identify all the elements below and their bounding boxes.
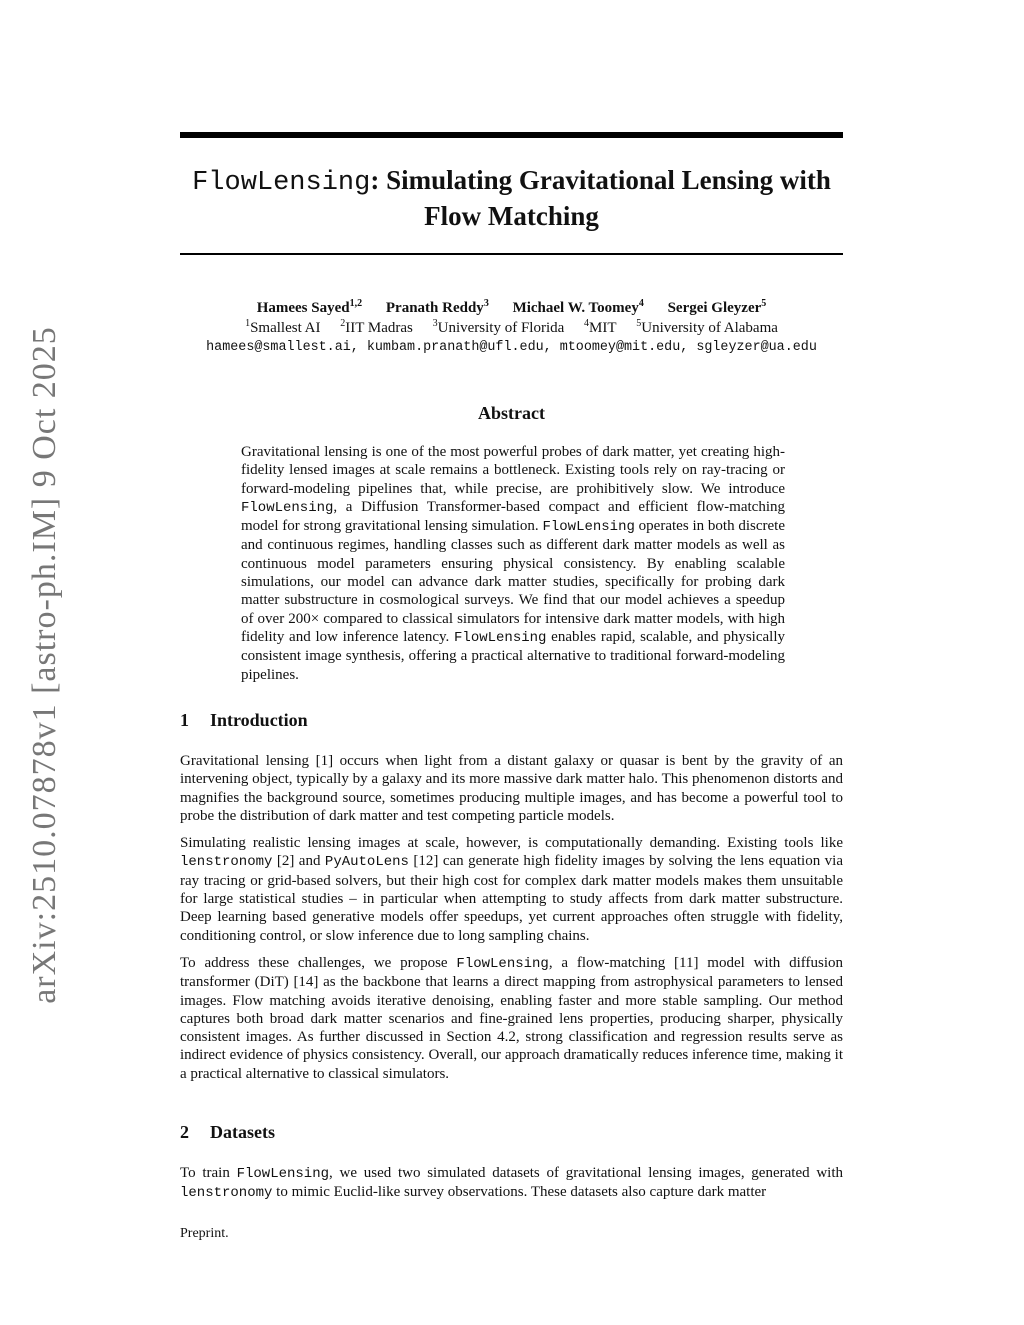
author-block [180,298,843,358]
datasets-body [180,1164,843,1212]
section-heading-introduction: 1 Introduction [180,710,308,730]
title-top-rule [180,132,843,138]
author: Hamees Sayed$^{1,2}$ [256,298,363,316]
paragraph: To train FlowLensing, we used two simulated datasets of gravitational lensing images, generated with lenstronomy to mimic Euclid-like survey observations. These datasets also capture dark matter [180,1165,844,1202]
author-emails: hamees@smallest.ai, kumbam.pranath@ufl.edu, mtoomey@mit.edu, sgleyzer@ua.edu [206,340,817,355]
title-line1: : Simulating Gravitational Lensing with [370,165,831,195]
affiliations [180,318,843,338]
affiliation: $^2$IIT Madras [340,318,413,336]
abstract-text: Gravitational lensing is one of the most powerful probes of dark matter, yet creating high-fidelity lensed images at scale remains a bottleneck. Existing tools rely on ray-tracing or forward-modeling pipelines that, while precise, are prohibitively slow. We introduce FlowLensing, a Diffusion Transformer-based compact and efficient flow-matching model for strong gravitational lensing simulation. FlowLensing operates in both discrete and continuous regimes, handling classes such as different dark matter models as well as continuous model parameters ensuring physical consistency. By enabling scalable simulations, our model can advance dark matter studies, specifically for probing dark matter substructure in cosmological surveys. We find that our model achieves a speedup of over 200× compared to classical simulators for intensive dark matter models, with high fidelity and low inference latency. FlowLensing enables rapid, scalable, and physically consistent image synthesis, offering a practical alternative to traditional forward-modeling pipelines. [241,444,786,683]
introduction-body [180,752,843,1092]
title-bottom-rule [180,253,843,255]
paper-title [180,164,843,233]
author: Michael W. Toomey$^4$ [512,298,644,316]
footer-preprint: Preprint. [180,1226,229,1241]
affiliation: $^3$University of Florida [432,318,565,336]
author-names [180,298,843,318]
paragraph: To address these challenges, we propose FlowLensing, a flow-matching [11] model with diffusion transformer (DiT) [14] as the backbone that learns a direct mapping from astrophysical parameters to lensed images. Flow matching avoids iterative denoising, enabling faster and more stable sampling. Our method captures both broad dark matter scenarios and fine-grained lens properties, producing sharper, physically consistent images. As further discussed in Section 4.2, strong classification and regression results serve as indirect evidence of physics consistency. Overall, our approach dramatically reduces inference time, making it a practical alternative to classical simulators. [180,954,843,1082]
paragraph: Simulating realistic lensing images at scale, however, is computationally demanding. Existing tools like lenstronomy [2] and PyAutoLens [12] can generate high fidelity images by solving the lens equation via ray tracing or grid-based solvers, but their high cost for complex dark matter models makes them unsuitable for large statistical studies – in particular when attempting to study affects from dark matter substructure. Deep learning based generative models offer speedups, yet current approaches often struggle with fidelity, conditioning control, or slow inference due to long sampling chains. [180,835,844,944]
author: Pranath Reddy$^3$ [385,298,489,316]
title-system-name: FlowLensing [192,168,371,198]
section-heading-datasets: 2 Datasets [180,1122,275,1142]
author: Sergei Gleyzer$^5$ [667,298,767,316]
affiliation: $^4$MIT [584,318,617,336]
abstract-heading: Abstract [478,403,545,423]
arxiv-sidebar-id: arXiv:2510.07878v1 [astro-ph.IM] 9 Oct 2025 [26,326,63,1004]
title-line2: Flow Matching [424,201,599,231]
affiliation: $^5$University of Alabama [636,318,778,336]
paragraph: Gravitational lensing [1] occurs when light from a distant galaxy or quasar is bent by the gravity of an intervening object, typically by a galaxy and its more massive dark matter halo. This phenomenon distorts and magnifies the background source, sometimes producing multiple images, and has become a powerful tool to probe the distribution of dark matter and test competing particle models. [180,753,843,824]
affiliation: $^1$Smallest AI [245,318,321,336]
